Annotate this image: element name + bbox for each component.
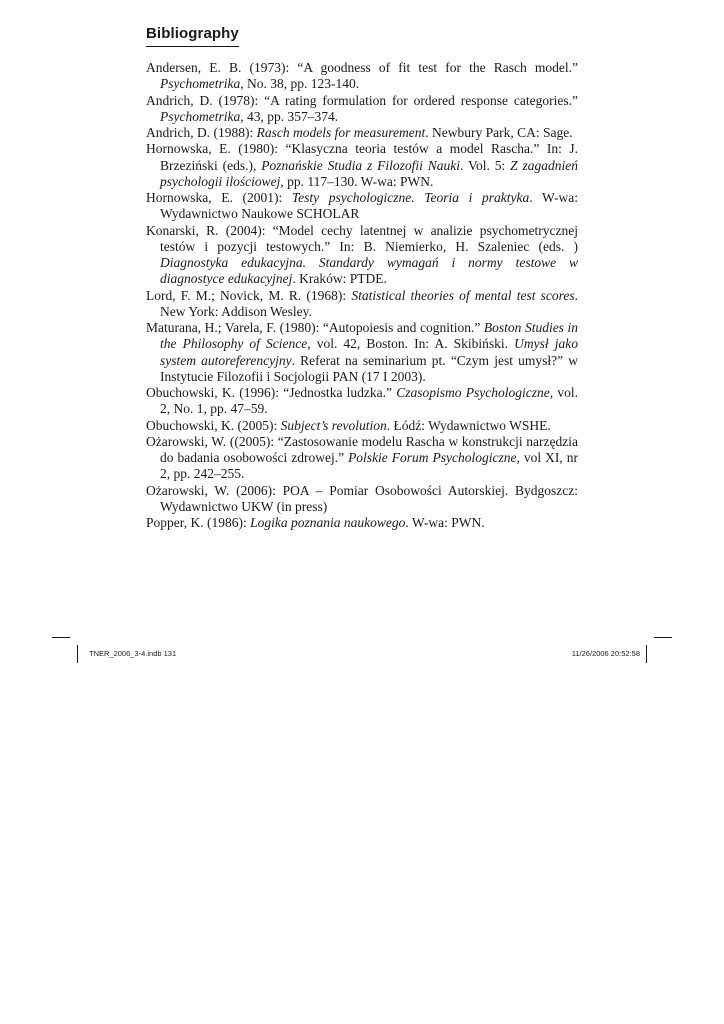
reference-entry xyxy=(146,320,578,385)
reference-text: . W-wa: PWN. xyxy=(405,515,485,530)
reference-entry xyxy=(146,418,578,434)
reference-text: Ożarowski, W. ((2005): “Zastosowanie modelu Rascha w konstrukcji narzędzia do badania osobowości zdrowej.” xyxy=(146,433,578,465)
reference-entry xyxy=(146,190,578,223)
reference-text: , vol XI, nr 2, pp. 242–255. xyxy=(160,450,578,482)
reference-title: Subject’s revolution xyxy=(280,417,387,433)
reference-text: , vol. 42, Boston. In: A. Skibiński. xyxy=(307,336,515,352)
reference-text: . Newbury Park, CA: Sage. xyxy=(425,125,573,140)
reference-text: Hornowska, E. (2001): xyxy=(146,190,292,205)
reference-entry xyxy=(146,141,578,190)
reference-title: Boston Studies in the Philosophy of Science xyxy=(160,320,578,352)
reference-entry xyxy=(146,125,578,141)
crop-mark-right xyxy=(654,637,672,638)
crop-mark-left xyxy=(52,637,70,638)
reference-text: . W-wa: Wydawnictwo Naukowe SCHOLAR xyxy=(160,190,578,222)
reference-title: Psychometrika xyxy=(160,76,241,92)
reference-text: . New York: Addison Wesley. xyxy=(160,287,579,319)
reference-title: Poznańskie Studia z Filozofii Nauki xyxy=(261,157,460,173)
reference-text: , No. 38, pp. 123-140. xyxy=(240,76,360,92)
reference-title: Umysł jako system autoreferencyjny xyxy=(160,336,578,368)
reference-text: Lord, F. M.; Novick, M. R. (1968): xyxy=(146,287,352,303)
reference-text: , vol. 2, No. 1, pp. 47–59. xyxy=(160,385,578,417)
reference-entry xyxy=(146,288,578,321)
reference-text: , 43, pp. 357–374. xyxy=(240,108,339,124)
footer-timestamp: 11/26/2006 20:52:58 xyxy=(571,649,640,658)
reference-text: . Kraków: PTDE. xyxy=(292,271,387,287)
reference-text: Hornowska, E. (1980): “Klasyczna teoria testów a model Rascha.” In: J. Brzeziński (eds.), xyxy=(146,141,578,173)
reference-text: . Łódź: Wydawnictwo WSHE. xyxy=(386,417,551,433)
reference-text: Andrich, D. (1978): “A rating formulation for ordered response categories.” xyxy=(146,92,578,108)
reference-title: Logika poznania naukowego xyxy=(250,515,406,530)
reference-title: Polskie Forum Psychologiczne xyxy=(348,450,517,465)
reference-entry xyxy=(146,60,578,93)
footer-file-info: TNER_2006_3-4.indb 131 xyxy=(89,649,177,658)
section-heading: Bibliography xyxy=(146,24,239,47)
reference-text: . Referat na seminarium pt. “Czym jest umysł?” w Instytucie Filozofii i Socjologii PAN (17 I 2003). xyxy=(160,352,578,384)
reference-entry xyxy=(146,434,578,483)
reference-entry xyxy=(146,385,578,418)
reference-title: Testy psychologiczne. Teoria i praktyka xyxy=(291,190,530,205)
reference-entry xyxy=(146,223,578,288)
reference-entry xyxy=(146,515,578,531)
reference-text: , pp. 117–130. W-wa: PWN. xyxy=(280,173,434,189)
reference-title: Czasopismo Psychologiczne xyxy=(396,385,550,400)
reference-entry xyxy=(146,483,578,516)
reference-text: Ożarowski, W. (2006): POA – Pomiar Osobowości Autorskiej. Bydgoszcz: Wydawnictwo UKW (in press) xyxy=(146,482,578,514)
reference-text: Andrich, D. (1988): xyxy=(146,125,257,140)
reference-text: . Vol. 5: xyxy=(459,157,511,173)
reference-text: Obuchowski, K. (1996): “Jednostka ludzka.” xyxy=(146,385,397,400)
reference-title: Statistical theories of mental test scores xyxy=(351,287,575,303)
reference-title: Z zagadnień psychologii ilościowej xyxy=(160,157,578,189)
reference-list xyxy=(146,60,578,531)
crop-mark-left-vertical xyxy=(77,645,78,663)
reference-text: Popper, K. (1986): xyxy=(146,515,251,530)
crop-mark-right-vertical xyxy=(646,645,647,663)
reference-title: Rasch models for measurement xyxy=(256,125,426,140)
reference-title: Diagnostyka edukacyjna. Standardy wymagań i normy testowe w diagnostyce edukacyjnej xyxy=(160,255,578,287)
reference-text: Obuchowski, K. (2005): xyxy=(146,417,281,433)
reference-entry xyxy=(146,93,578,126)
reference-text: Andersen, E. B. (1973): “A goodness of fit test for the Rasch model.” xyxy=(146,60,578,75)
reference-text: Maturana, H.; Varela, F. (1980): “Autopoiesis and cognition.” xyxy=(146,320,484,335)
reference-text: Konarski, R. (2004): “Model cechy latentnej w analizie psychometrycznej testów i pozycji testowych.” In: B. Niemierko, H. Szaleniec (eds. ) xyxy=(146,222,578,254)
reference-title: Psychometrika xyxy=(160,108,241,124)
